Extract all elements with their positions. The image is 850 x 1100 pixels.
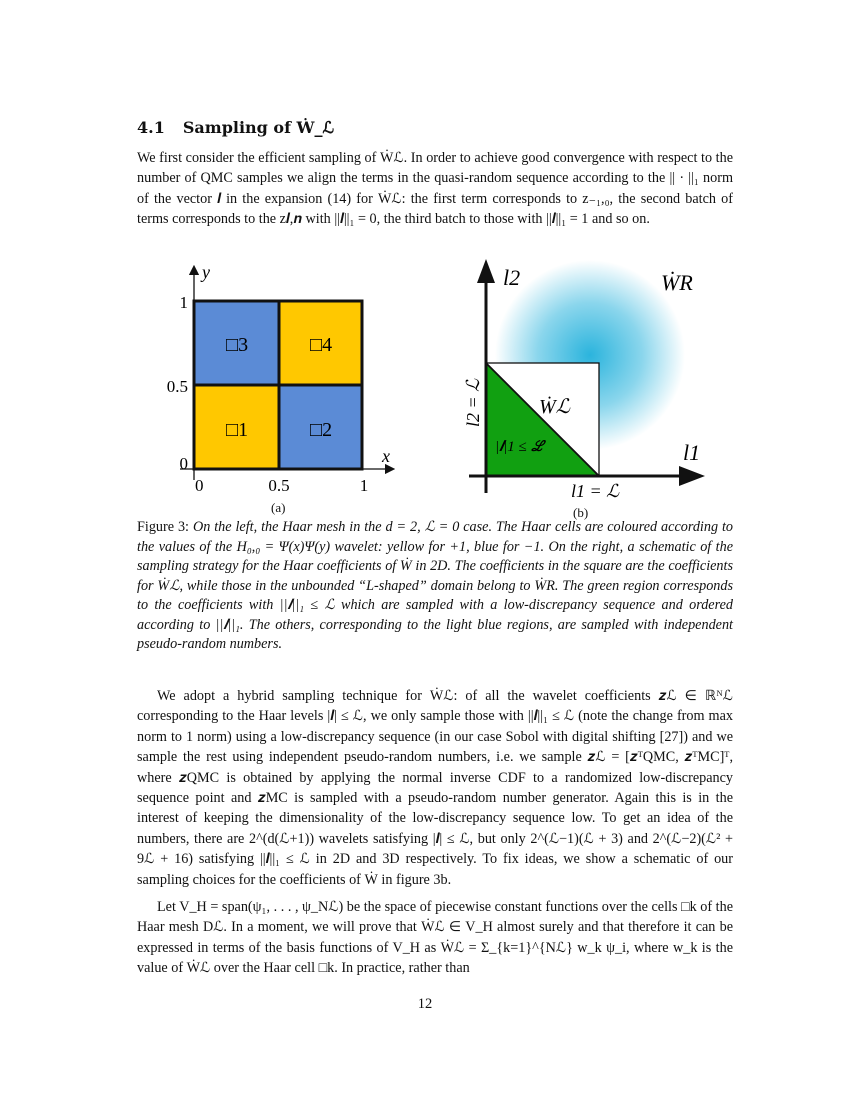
figure-a-haar-mesh (150, 258, 410, 498)
vh-space-text: Let V_H = span(ψ₁, . . . , ψ_Nℒ) be the space of piecewise constant functions over the cells □k of the Haar mesh Dℒ. In a moment, we will prove that Ẇℒ ∈ V_H almost surely and that therefore it can be expressed in terms of the basis functions of V_H as Ẇℒ = Σ_{k=1}^{Nℒ} w_k ψ_i, where w_k is the value of Ẇℒ over the Haar cell □k. In practice, rather than (137, 899, 733, 977)
l2-arrowhead (477, 259, 495, 283)
figure-caption (137, 518, 733, 655)
l2-bound-label: l2 = ℒ (463, 378, 483, 427)
page-number: 12 (417, 996, 433, 1012)
y-tick-0: 0 (179, 454, 188, 473)
hybrid-sampling-text: We adopt a hybrid sampling technique for Ẇℒ: of all the wavelet coefficients 𝒛ℒ ∈ ℝᴺℒ corresponding to the Haar levels |𝒍| ≤ ℒ, we only sample those with ||𝒍||₁ ≤ ℒ (note the change from max norm to 1 norm) using a low-discrepancy sequence (in our case Sobol with digital shifting [27]) and we sample the rest using independent pseudo-random numbers, i.e. we sample 𝒛ℒ = [𝒛ᵀQMC, 𝒛ᵀMC]ᵀ, where 𝒛QMC is obtained by applying the normal inverse CDF to a randomized low-discrepancy sequence point and 𝒛MC is sampled with a pseudo-random number generator. Again this is in the interest of keeping the dimensionality of the low-discrepancy sequence low. To get an idea of the numbers, there are 2^(d(ℒ+1)) wavelets satisfying |𝒍| ≤ ℒ, but only 2^(ℒ−1)(ℒ + 3) and 2^(ℒ−2)(ℒ² + 9ℒ + 16) satisfying ||𝒍||₁ ≤ ℒ in 2D and 3D respectively. To fix ideas, we show a schematic of our sampling choices for the coefficients of Ẇ in figure 3b. (137, 688, 733, 888)
green-region-label: |𝒍|1 ≤ ℒ (495, 439, 545, 455)
section-heading (137, 118, 334, 137)
section-title-text: Sampling of Ẇ_ℒ (182, 118, 335, 137)
y-axis-label: y (202, 262, 210, 282)
caption-text: On the left, the Haar mesh in the d = 2, ℒ = 0 case. The Haar cells are coloured according to the values of the H₀,₀ = Ψ(x)Ψ(y) wavelet: yellow for +1, blue for −1. On the right, a schematic of the sampling strategy for the Haar coefficients of Ẇ in 2D. The coefficients in the square are the coefficients for Ẇℒ, while those in the unbounded “L-shaped” domain belong to ẆR. The green region corresponds to the coefficients with ||𝒍||₁ ≤ ℒ which are sampled with a low-discrepancy sequence and ordered according to ||𝒍||₁. The others, corresponding to the light blue regions, are sampled with independent pseudo-random numbers. (137, 519, 734, 652)
hybrid-sampling-paragraph (137, 686, 733, 890)
x-tick-0: 0 (195, 476, 204, 495)
x-tick-0-5: 0.5 (268, 476, 290, 495)
l1-bound-label: l1 = ℒ (571, 481, 620, 501)
figure-a-sublabel: (a) (271, 500, 286, 515)
y-tick-1: 1 (179, 293, 188, 312)
cell-label-3: □3 (226, 334, 249, 356)
cell-label-2: □2 (310, 419, 333, 441)
l1-arrowhead (679, 466, 705, 486)
cell-label-4: □4 (310, 334, 333, 356)
x-axis-label: x (382, 446, 390, 466)
caption-label: Figure 3: (137, 519, 190, 535)
section-number: 4.1 (137, 118, 165, 137)
figure-b-sublabel: (b) (573, 505, 589, 520)
wl-label: Ẇℒ (539, 396, 571, 418)
intro-paragraph-text: We first consider the efficient sampling of Ẇℒ. In order to achieve good convergence with respect to the number of QMC samples we align the terms in the quasi-random sequence according to the || · ||₁ norm of the vector 𝒍 in the expansion (14) for Ẇℒ: the first term corresponds to z₋₁,₀, the second batch of terms corresponds to the z𝒍,𝒏 with ||𝒍||₁ = 0, the third batch to those with ||𝒍||₁ = 1 and so on. (137, 150, 733, 228)
intro-paragraph (137, 148, 733, 230)
cell-label-1: □1 (226, 419, 249, 441)
l2-axis-label: l2 (503, 265, 521, 290)
x-tick-1: 1 (359, 476, 369, 495)
figure-b-sampling-schematic (455, 255, 725, 505)
wr-label: ẆR (661, 270, 693, 295)
vh-space-paragraph (137, 897, 733, 979)
y-tick-0-5: 0.5 (166, 377, 188, 396)
l1-axis-label: l1 (683, 440, 701, 465)
